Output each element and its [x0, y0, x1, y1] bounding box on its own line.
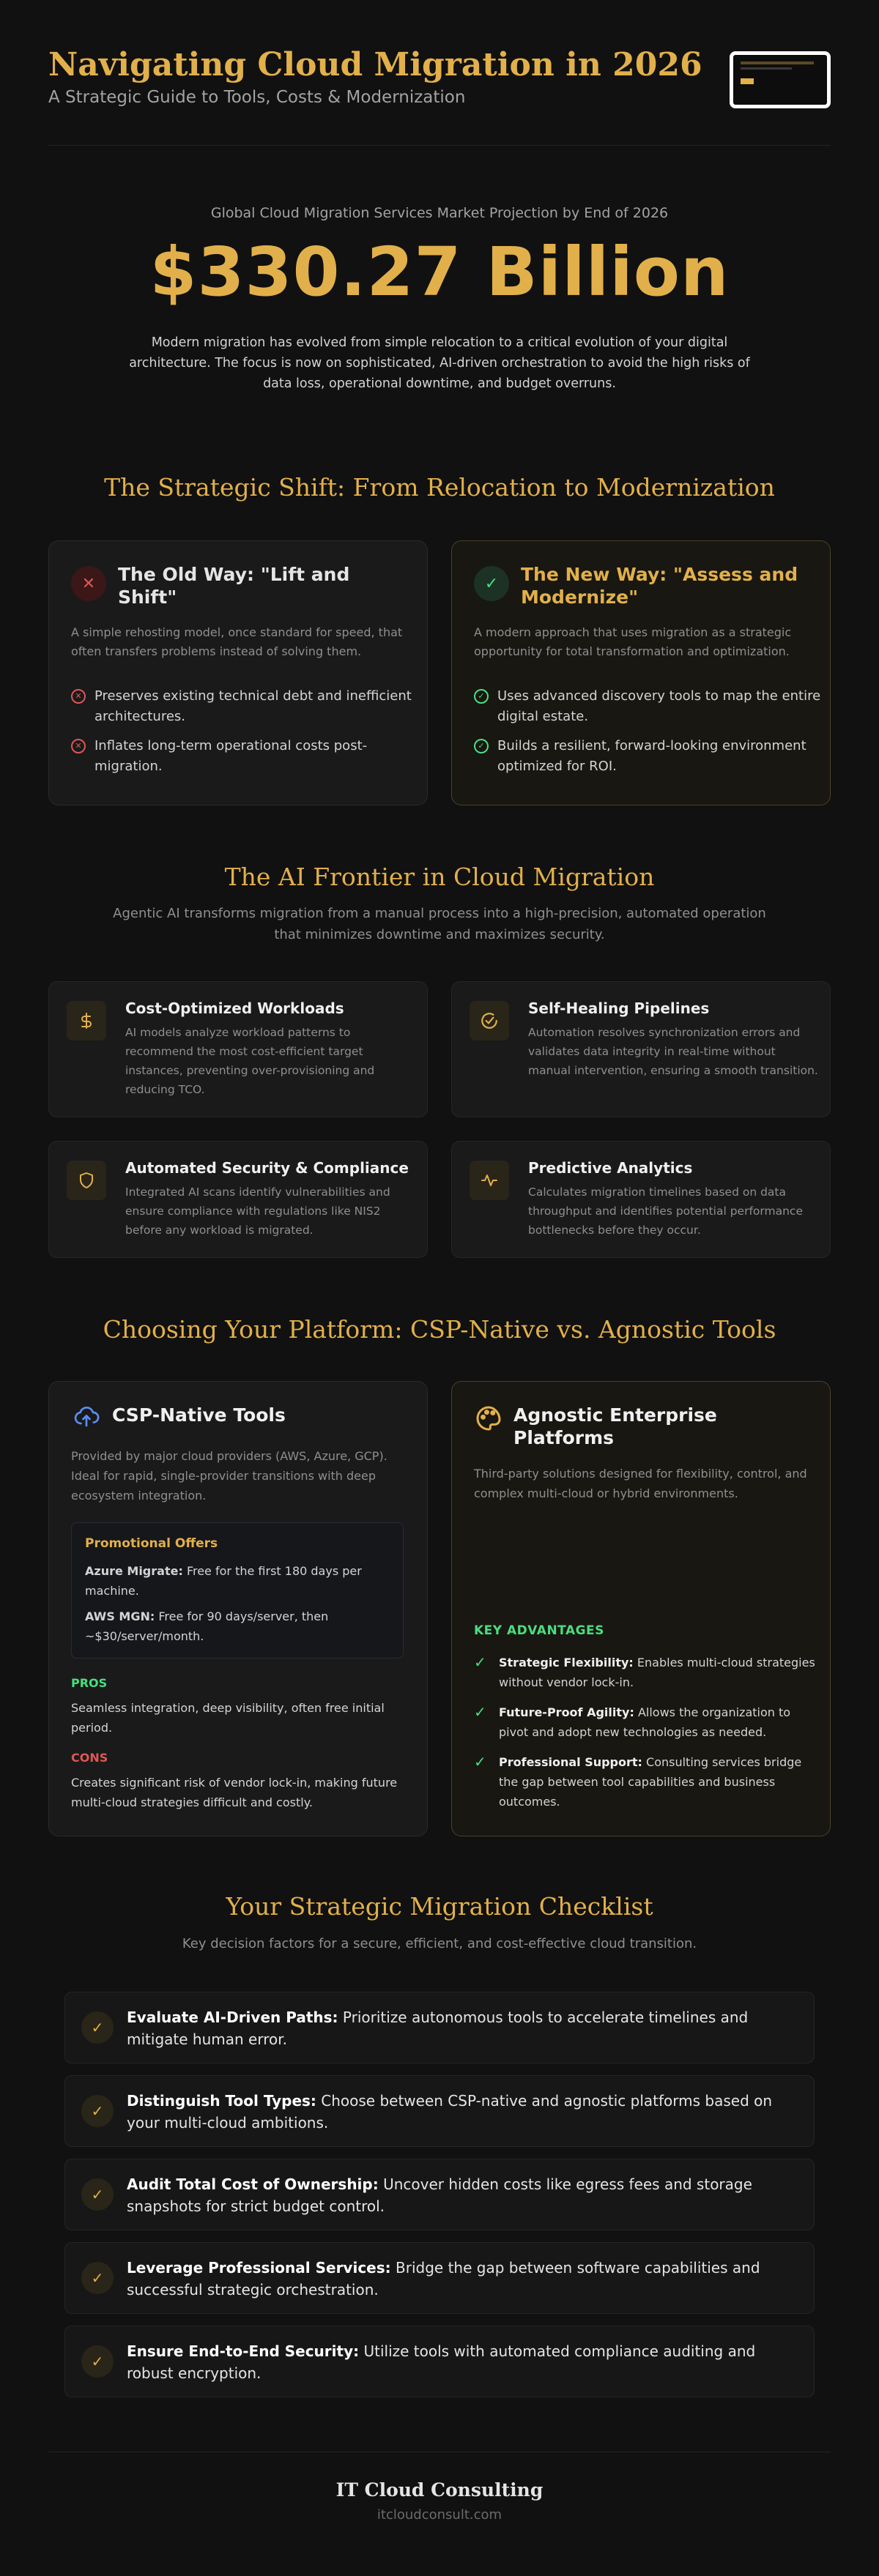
- feature-card-cost: [48, 981, 428, 1117]
- check-icon: ✓: [474, 689, 489, 704]
- list-item: ✓ Builds a resilient, forward-looking environment optimized for ROI.: [474, 736, 826, 777]
- promo-item: Azure Migrate: Free for the first 180 days per machine.: [85, 1564, 362, 1598]
- cons-text: Creates significant risk of vendor lock-in, making future multi-cloud strategies difficult and costly.: [71, 1776, 398, 1809]
- preview-thumbnail[interactable]: [730, 51, 831, 108]
- feature-description: Calculates migration timelines based on data throughput and identifies potential performance bottlenecks before they occur.: [528, 1185, 803, 1237]
- agnostic-title: Agnostic Enterprise Platforms: [513, 1404, 717, 1448]
- feature-title: Cost-Optimized Workloads: [125, 999, 344, 1017]
- footer-url-link[interactable]: itcloudconsult.com: [377, 2507, 502, 2523]
- checklist-section-title: Your Strategic Migration Checklist: [226, 1892, 653, 1921]
- feature-card-self-healing: [451, 981, 831, 1117]
- page-subtitle: A Strategic Guide to Tools, Costs & Modernization: [48, 88, 466, 107]
- list-item: ✓ Future-Proof Agility: Allows the organization to pivot and adopt new technologies as needed.: [474, 1702, 818, 1742]
- check-icon: ✓: [474, 1703, 486, 1721]
- feature-title: Self-Healing Pipelines: [528, 999, 710, 1017]
- agnostic-card: [451, 1381, 831, 1836]
- csp-native-description: Provided by major cloud providers (AWS, Azure, GCP). Ideal for rapid, single-provider transitions with deep ecosystem integration.: [71, 1449, 387, 1503]
- list-item: ✕ Inflates long-term operational costs post-migration.: [71, 736, 423, 777]
- hero-description: Modern migration has evolved from simple relocation to a critical evolution of your digital architecture. The focus is now on sophisticated, AI-driven orchestration to avoid the high risks of data loss, operational downtime, and budget overruns.: [129, 335, 750, 391]
- advantages-label: KEY ADVANTAGES: [474, 1623, 604, 1638]
- checklist-item: ✓ Audit Total Cost of Ownership: Uncover hidden costs like egress fees and storage snapshots for strict budget control.: [64, 2159, 815, 2230]
- promo-title: Promotional Offers: [85, 1536, 218, 1551]
- hero-section: [0, 205, 879, 394]
- pros-label: PROS: [71, 1676, 108, 1690]
- feature-title: Predictive Analytics: [528, 1159, 693, 1177]
- hero-kicker: Global Cloud Migration Services Market Projection by End of 2026: [210, 205, 669, 221]
- list-item: ✓ Strategic Flexibility: Enables multi-cloud strategies without vendor lock-in.: [474, 1653, 818, 1692]
- x-icon: ✕: [71, 739, 86, 753]
- pros-text: Seamless integration, deep visibility, often free initial period.: [71, 1701, 385, 1735]
- shield-icon: [67, 1161, 106, 1200]
- list-item: ✕ Preserves existing technical debt and inefficient architectures.: [71, 686, 423, 727]
- list-item: ✓ Uses advanced discovery tools to map the entire digital estate.: [474, 686, 826, 727]
- page-title: Navigating Cloud Migration in 2026: [48, 46, 702, 83]
- feature-description: AI models analyze workload patterns to recommend the most cost-efficient target instances, preventing over-provisioning and reducing TCO.: [125, 1026, 375, 1096]
- platform-section-title: Choosing Your Platform: CSP-Native vs. Agnostic Tools: [103, 1315, 776, 1344]
- new-way-list: [474, 686, 826, 786]
- check-icon: ✓: [474, 1753, 486, 1771]
- footer-company: IT Cloud Consulting: [335, 2479, 544, 2501]
- list-item: ✓ Professional Support: Consulting services bridge the gap between tool capabilities and business outcomes.: [474, 1752, 818, 1812]
- checklist-item: ✓ Evaluate AI-Driven Paths: Prioritize autonomous tools to accelerate timelines and mitigate human error.: [64, 1992, 815, 2063]
- check-circle-icon: [470, 1001, 509, 1041]
- feature-description: Integrated AI scans identify vulnerabilities and ensure compliance with regulations like NIS2 before any workload is migrated.: [125, 1185, 390, 1237]
- check-icon: ✓: [81, 2095, 114, 2127]
- new-way-card: [451, 540, 831, 805]
- check-icon: ✓: [81, 2345, 114, 2378]
- dollar-icon: [67, 1001, 106, 1041]
- x-icon: ✕: [71, 689, 86, 704]
- csp-native-title: CSP-Native Tools: [112, 1404, 286, 1426]
- feature-title: Automated Security & Compliance: [125, 1159, 409, 1177]
- feature-card-security: [48, 1141, 428, 1258]
- cloud-upload-icon: [71, 1404, 102, 1430]
- checklist-item: ✓ Distinguish Tool Types: Choose between CSP-native and agnostic platforms based on your multi-cloud ambitions.: [64, 2075, 815, 2147]
- checklist-item: ✓ Leverage Professional Services: Bridge the gap between software capabilities and successful strategic orchestration.: [64, 2242, 815, 2314]
- old-way-title: The Old Way: "Lift and Shift": [118, 564, 350, 608]
- feature-card-predictive: [451, 1141, 831, 1258]
- cons-label: CONS: [71, 1751, 108, 1765]
- check-icon: ✓: [81, 2011, 114, 2044]
- pulse-icon: [470, 1161, 509, 1200]
- old-way-description: A simple rehosting model, once standard for speed, that often transfers problems instead of solving them.: [71, 625, 403, 658]
- promo-item: AWS MGN: Free for 90 days/server, then ~$30/server/month.: [85, 1609, 329, 1643]
- feature-description: Automation resolves synchronization errors and validates data integrity in real-time without manual intervention, ensuring a smooth transition.: [528, 1026, 818, 1077]
- new-way-title: The New Way: "Assess and Modernize": [521, 564, 798, 608]
- checklist-section-subtitle: Key decision factors for a secure, efficient, and cost-effective cloud transition.: [182, 1936, 697, 1951]
- check-circle-icon: ✓: [474, 566, 509, 601]
- old-way-card: [48, 540, 428, 805]
- header-divider: [48, 145, 831, 146]
- ai-section-title: The AI Frontier in Cloud Migration: [224, 863, 655, 891]
- page-header: [48, 44, 831, 117]
- palette-icon: [474, 1404, 503, 1433]
- hero-market-value: $330.27 Billion: [149, 233, 730, 311]
- advantages-list: [474, 1653, 818, 1822]
- shift-section-title: The Strategic Shift: From Relocation to Modernization: [104, 473, 775, 502]
- check-icon: ✓: [81, 2262, 114, 2294]
- agnostic-description: Third-party solutions designed for flexibility, control, and complex multi-cloud or hybrid environments.: [474, 1467, 807, 1500]
- promo-box: [71, 1522, 404, 1659]
- ai-section-subtitle: Agentic AI transforms migration from a manual process into a high-precision, automated operation that minimizes downtime and maximizes security.: [113, 906, 766, 942]
- csp-native-card: [48, 1381, 428, 1836]
- check-icon: ✓: [474, 739, 489, 753]
- new-way-description: A modern approach that uses migration as a strategic opportunity for total transformation and optimization.: [474, 625, 792, 658]
- check-icon: ✓: [474, 1653, 486, 1671]
- checklist-item: ✓ Ensure End-to-End Security: Utilize tools with automated compliance auditing and robust encryption.: [64, 2326, 815, 2397]
- check-icon: ✓: [81, 2178, 114, 2211]
- old-way-list: [71, 686, 423, 786]
- x-circle-icon: ✕: [71, 566, 106, 601]
